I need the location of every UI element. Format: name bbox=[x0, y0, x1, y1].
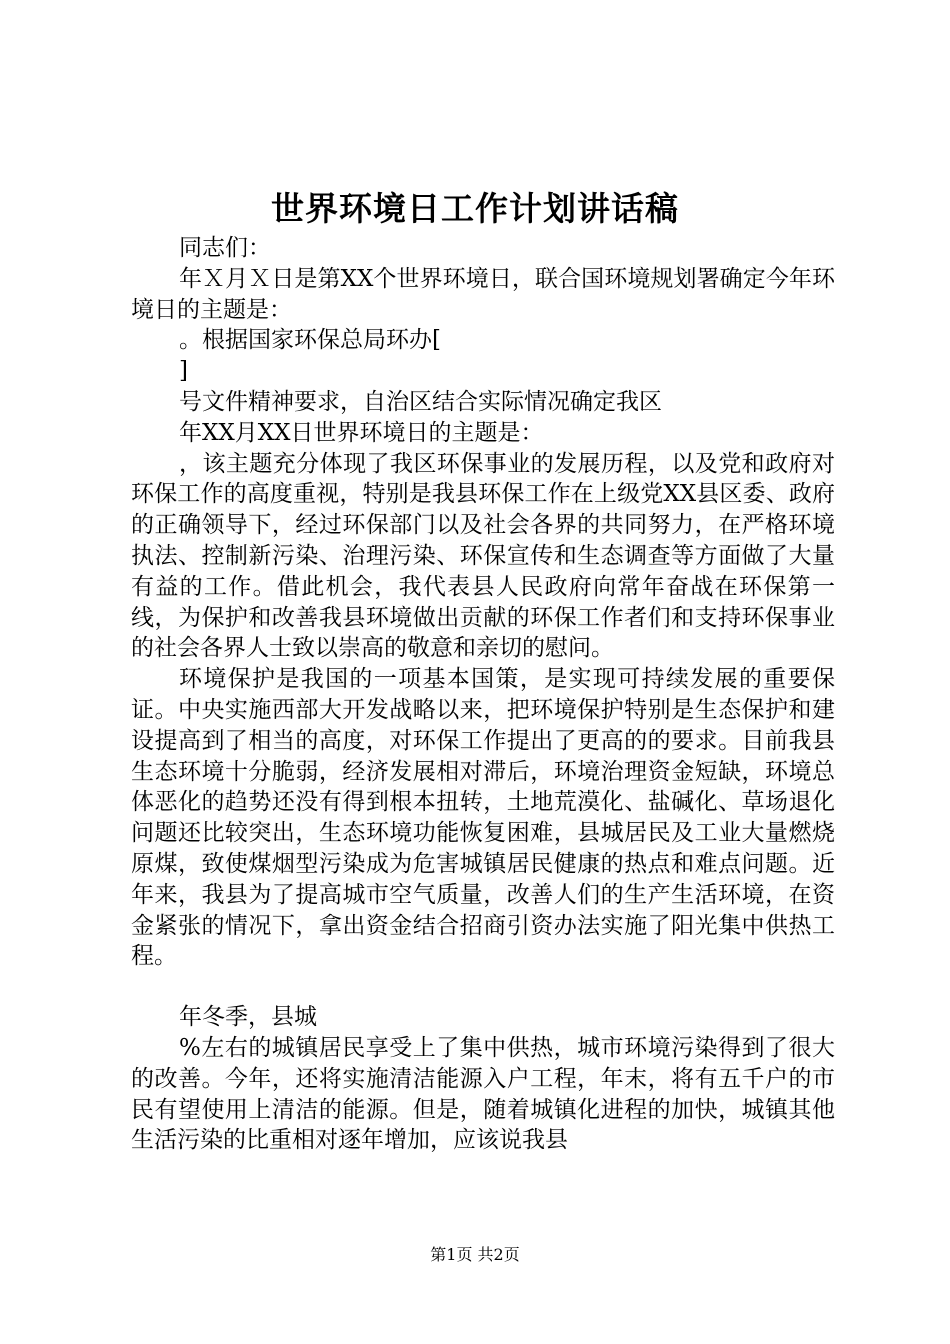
page-footer: 第1页 共2页 bbox=[430, 1245, 520, 1264]
paragraph: 年Ｘ月Ｘ日是第XX个世界环境日，联合国环境规划署确定今年环境日的主题是： bbox=[131, 265, 835, 323]
paragraph: ，该主题充分体现了我区环保事业的发展历程，以及党和政府对环保工作的高度重视，特别是我县环保工作在上级党XX县区委、政府的正确领导下，经过环保部门以及社会各界的共同努力，在严格环境执法、控制新污染、治理污染、环保宣传和生态调查等方面做了大量有益的工作。借此机会，我代表县人民政府向常年奋战在环保第一线，为保护和改善我县环境做出贡献的环保工作者们和支持环保事业的社会各界人士致以崇高的敬意和亲切的慰问。 bbox=[131, 450, 835, 662]
paragraph: 。根据国家环保总局环办[ bbox=[179, 327, 441, 354]
paragraph: %左右的城镇居民享受上了集中供热，城市环境污染得到了很大的改善。今年，还将实施清洁能源入户工程，年末，将有五千户的市民有望使用上清洁的能源。但是，随着城镇化进程的加快，城镇其他生活污染的比重相对逐年增加，应该说我县 bbox=[131, 1034, 835, 1154]
paragraph: 环境保护是我国的一项基本国策，是实现可持续发展的重要保证。中央实施西部大开发战略以来，把环境保护特别是生态保护和建设提高到了相当的高度，对环保工作提出了更高的的要求。目前我县生态环境十分脆弱，经济发展相对滞后，环境治理资金短缺，环境总体恶化的趋势还没有得到根本扭转，土地荒漠化、盐碱化、草场退化问题还比较突出，生态环境功能恢复困难，县城居民及工业大量燃烧原煤，致使煤烟型污染成为危害城镇居民健康的热点和难点问题。近年来，我县为了提高城市空气质量，改善人们的生产生活环境，在资金紧张的情况下，拿出资金结合招商引资办法实施了阳光集中供热工程。 bbox=[131, 666, 835, 970]
paragraph: 号文件精神要求，自治区结合实际情况确定我区 bbox=[179, 388, 662, 415]
paragraph-salutation: 同志们： bbox=[179, 235, 271, 261]
paragraph: ] bbox=[179, 358, 188, 385]
paragraph: 年冬季，县城 bbox=[179, 1004, 317, 1031]
document-body bbox=[131, 233, 835, 1156]
document-title: 世界环境日工作计划讲话稿 bbox=[271, 189, 679, 228]
paragraph: 年XX月XX日世界环境日的主题是： bbox=[179, 419, 544, 446]
